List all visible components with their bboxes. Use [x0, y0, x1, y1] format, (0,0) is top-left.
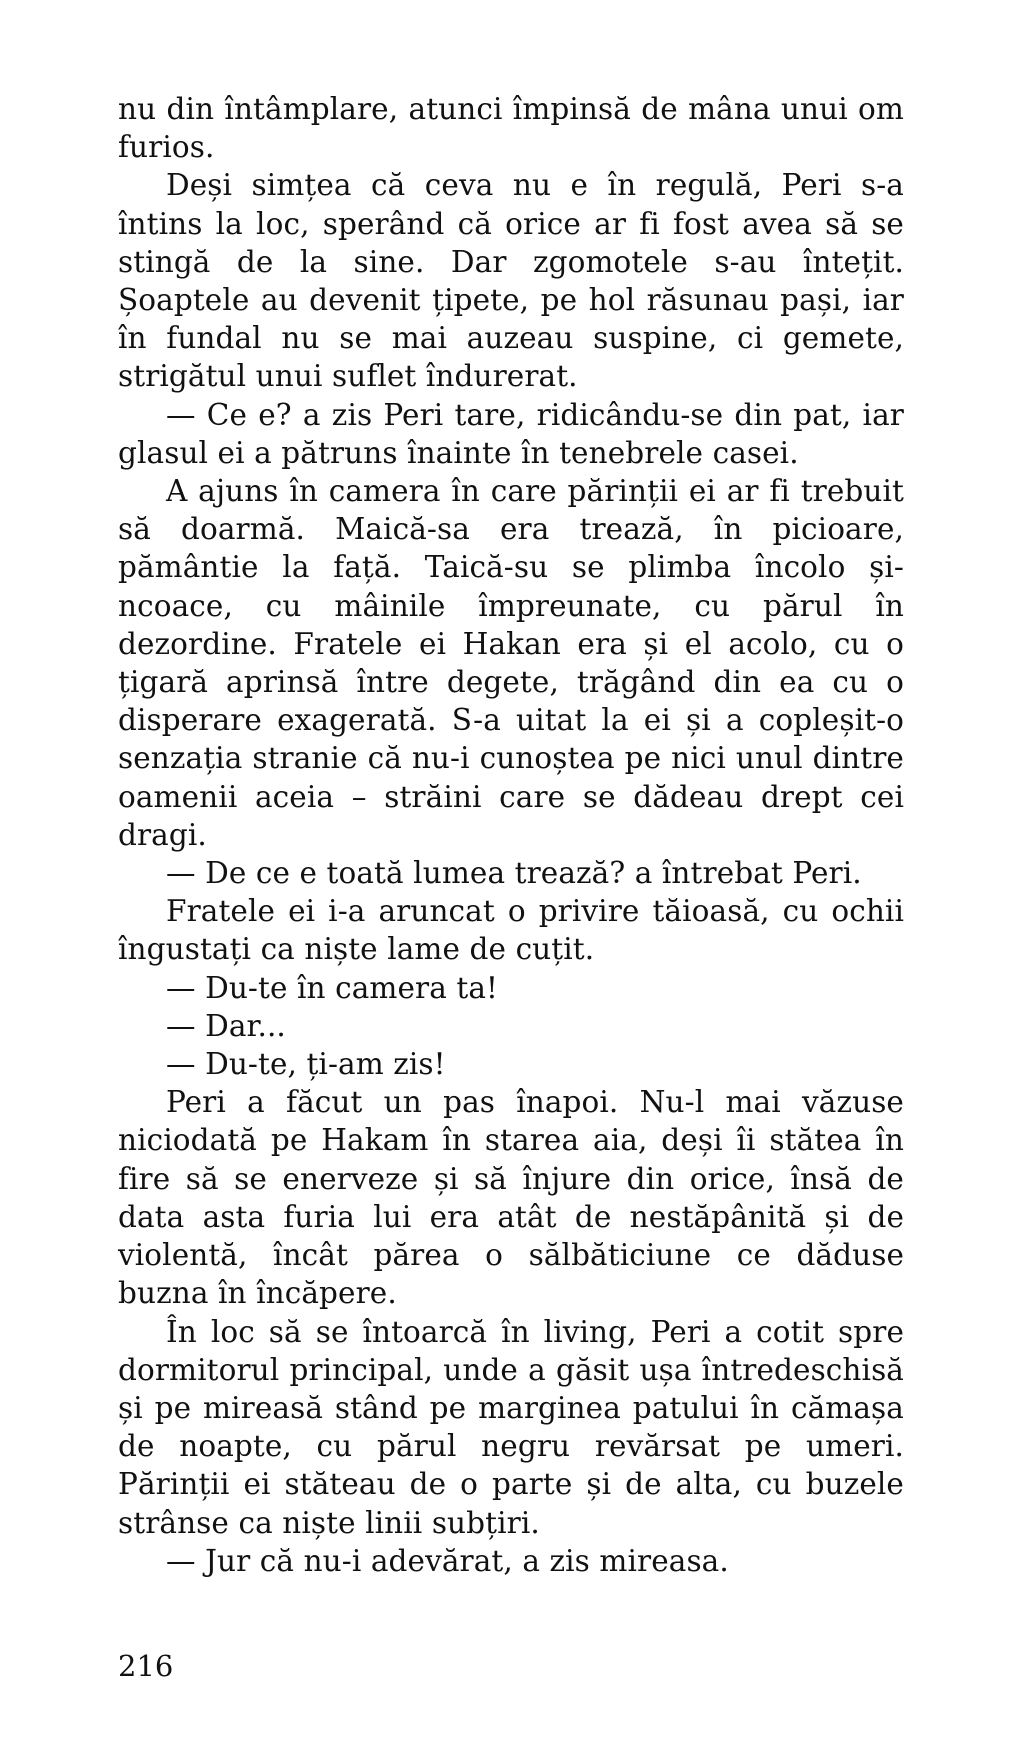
paragraph-7: — Du-te în camera ta!	[166, 970, 499, 1005]
paragraph-10: Peri a făcut un pas înapoi. Nu-l mai văzuse niciodată pe Hakam în starea aia, deși îi stătea în fire să se enerveze și să înjure din orice, însă de data asta furia lui era atât de nestăpânită și de violentă, încât părea o sălbăticiune ce dăduse buzna în încăpere.	[118, 1085, 904, 1311]
paragraph-6: Fratele ei i-a aruncat o privire tăioasă, cu ochii îngustați ca niște lame de cuțit.	[118, 894, 904, 967]
paragraph-1: nu din întâmplare, atunci împinsă de mâna unui om furios.	[118, 92, 904, 165]
paragraph-11: În loc să se întoarcă în living, Peri a cotit spre dormitorul principal, unde a găsit ușa întredeschisă și pe mireasă stând pe marginea patului în cămașa de noapte, cu părul negru revărsat pe umeri. Părinții ei stăteau de o parte și de alta, cu buzele strânse ca niște linii subțiri.	[118, 1314, 904, 1540]
paragraph-3: — Ce e? a zis Peri tare, ridicându-se din pat, iar glasul ei a pătruns înainte în tenebrele casei.	[118, 397, 904, 470]
paragraph-5: — De ce e toată lumea trează? a întrebat Peri.	[166, 856, 862, 891]
paragraph-2: Deși simțea că ceva nu e în regulă, Peri s-a întins la loc, sperând că orice ar fi fost avea să se stingă de la sine. Dar zgomotele s-au întețit. Șoaptele au devenit țipete, pe hol răsunau pași, iar în fundal nu se mai auzeau suspine, ci gemete, strigătul unui suflet îndurerat.	[118, 168, 904, 394]
text-block	[118, 90, 904, 1580]
paragraph-4: A ajuns în camera în care părinții ei ar fi trebuit să doarmă. Maică-sa era trează, în picioare, pământie la față. Taică-su se plimba încolo și-ncoace, cu mâinile împreunate, cu părul în dezordine. Fratele ei Hakan era și el acolo, cu o țigară aprinsă între degete, trăgând din ea cu o disperare exagerată. S-a uitat la ei și a copleșit-o senzația stranie că nu-i cunoștea pe nici unul dintre oamenii aceia – străini care se dădeau drept cei dragi.	[118, 474, 904, 852]
page-body	[118, 90, 904, 1580]
page-number: 216	[118, 1649, 174, 1683]
paragraph-9: — Du-te, ți-am zis!	[166, 1047, 446, 1082]
paragraph-12: — Jur că nu-i adevărat, a zis mireasa.	[166, 1543, 729, 1578]
paragraph-8: — Dar...	[166, 1008, 286, 1043]
